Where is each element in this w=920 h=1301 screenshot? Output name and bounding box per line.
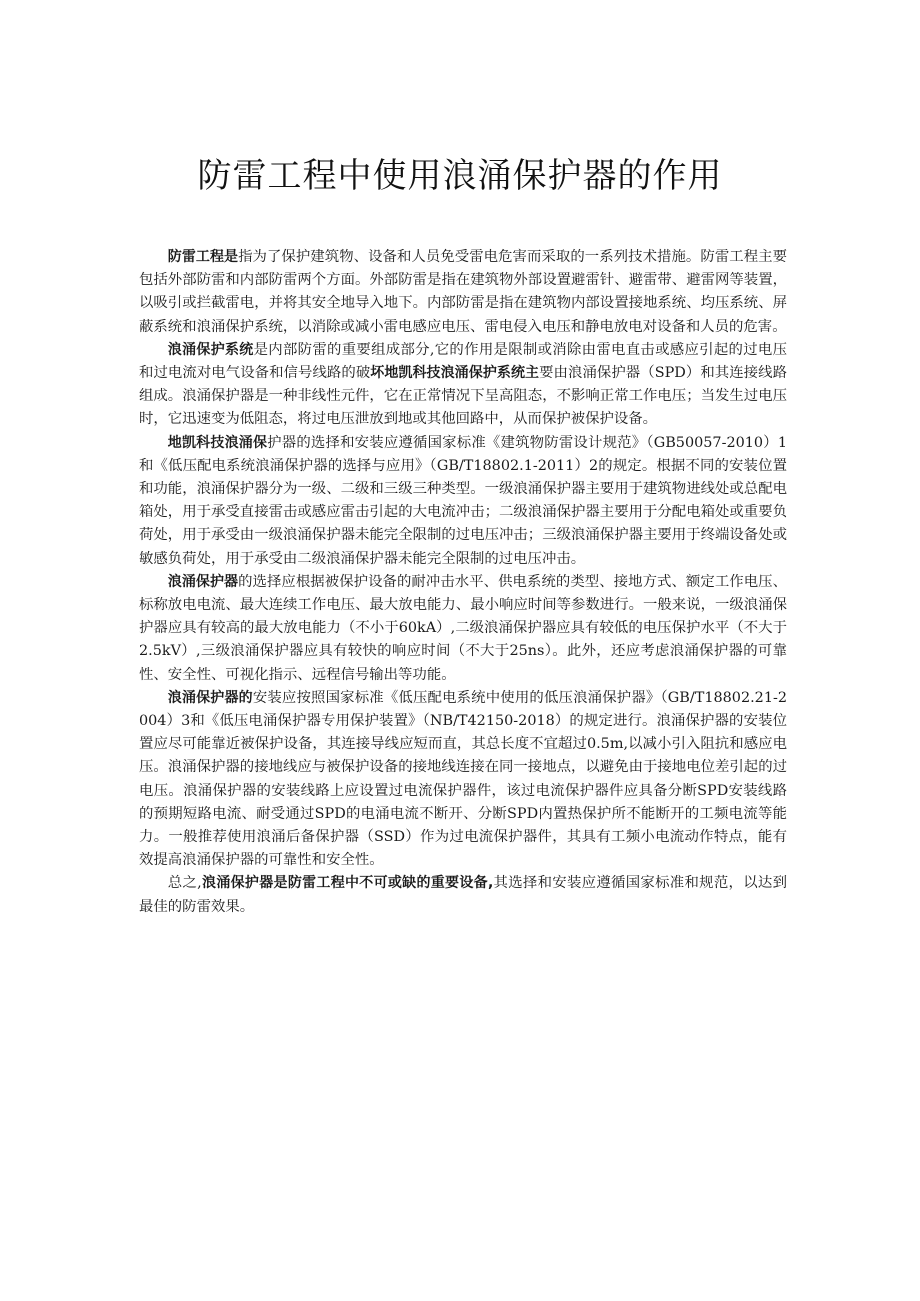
paragraph-text: 的选择应根据被保护设备的耐冲击水平、供电系统的类型、接地方式、额定工作电压、标称放电电流、最大连续工作电压、最大放电能力、最小响应时间等参数进行。一般来说，一级浪涌保护器应具有较高的最大放电能力（不小于60kA）,二级浪涌保护器应具有较低的电压保护水平（不大于2.5kV）,三级浪涌保护器应具有较快的响应时间（不大于25ns）。此外，还应考虑浪涌保护器的可靠性、安全性、可视化指示、远程信号输出等功能。 — [139, 573, 787, 683]
bold-term: 坏地凯科技浪涌保护系统主 — [370, 365, 540, 382]
paragraph-text: 其选择和安装应遵循国家标准和规范，以达到最佳的防雷效果。 — [139, 875, 787, 915]
bold-term: 浪涌保护器 — [167, 573, 239, 590]
paragraph-text: 指为了保护建筑物、设备和人员免受雷电危害而采取的一系列技术措施。防雷工程主要包括外部防雷和内部防雷两个方面。外部防雷是指在建筑物外部设置避雷针、避雷带、避雷网等装置，以吸引或拦截雷电，并将其安全地导入地下。内部防雷是指在建筑物内部设置接地系统、均压系统、屏蔽系统和浪涌保护系统，以消除或减小雷电感应电压、雷电侵入电压和静电放电对设备和人员的危害。 — [139, 249, 787, 335]
paragraph-text: 护器的选择和安装应遵循国家标准《建筑物防雷设计规范》（GB50057-2010）1和《低压配电系统浪涌保护器的选择与应用》（GB/T18802.1-2011）2的规定。根据不同的安装位置和功能，浪涌保护器分为一级、二级和三级三种类型。一级浪涌保护器主要用于建筑物进线处或总配电箱处，用于承受直接雷击或感应雷击引起的大电流冲击；二级浪涌保护器主要用于分配电箱处或重要负荷处，用于承受由一级浪涌保护器未能完全限制的过电压冲击；三级浪涌保护器主要用于终端设备处或敏感负荷处，用于承受由二级浪涌保护器未能完全限制的过电压冲击。 — [139, 434, 788, 567]
document-title: 防雷工程中使用浪涌保护器的作用 — [197, 156, 723, 196]
paragraph-selection-parameters — [139, 571, 787, 687]
paragraph-selection-standards — [139, 432, 787, 571]
bold-term: 浪涌保护器的 — [167, 689, 253, 706]
paragraph-text: 总之, — [167, 875, 202, 892]
paragraph-text: 是内部防雷的重要组成部分,它的作用是限制或消除由雷电直击或感应引起的过电压和过电流对电气设备和信号线路的破 — [139, 341, 788, 382]
bold-term: 地凯科技浪涌保 — [167, 434, 268, 451]
bold-term: 防雷工程是 — [167, 249, 239, 265]
paragraph-text: 要由浪涌保护器（SPD）和其连接线路组成。浪涌保护器是一种非线性元件，它在正常情况下呈高阻态，不影响正常工作电压；当发生过电压时，它迅速变为低阻态，将过电压泄放到地或其他回路中，从而保护被保护设备。 — [139, 365, 787, 428]
bold-term: 浪涌保护器是防雷工程中不可或缺的重要设备, — [201, 875, 494, 892]
paragraph-conclusion — [139, 872, 787, 918]
paragraph-lightning-protection — [139, 246, 787, 339]
paragraph-installation — [139, 687, 787, 873]
document-body — [139, 246, 787, 919]
bold-term: 浪涌保护系统 — [167, 341, 254, 358]
paragraph-surge-system — [139, 339, 787, 432]
paragraph-text: 安装应按照国家标准《低压配电系统中使用的低压浪涌保护器》（GB/T18802.21-2004）3和《低压电涌保护器专用保护装置》（NB/T42150-2018）的规定进行。浪涌保护器的安装位置应尽可能靠近被保护设备，其连接导线应短而直，其总长度不宜超过0.5m,以减小引入阻抗和感应电压。浪涌保护器的接地线应与被保护设备的接地线连接在同一接地点，以避免由于接地电位差引起的过电压。浪涌保护器的安装线路上应设置过电流保护器件，该过电流保护器件应具备分断SPD安装线路的预期短路电流、耐受通过SPD的电涌电流不断开、分断SPD内置热保护所不能断开的工频电流等能力。一般推荐使用浪涌后备保护器（SSD）作为过电流保护器件，其具有工频小电流动作特点，能有效提高浪涌保护器的可靠性和安全性。 — [139, 689, 787, 869]
